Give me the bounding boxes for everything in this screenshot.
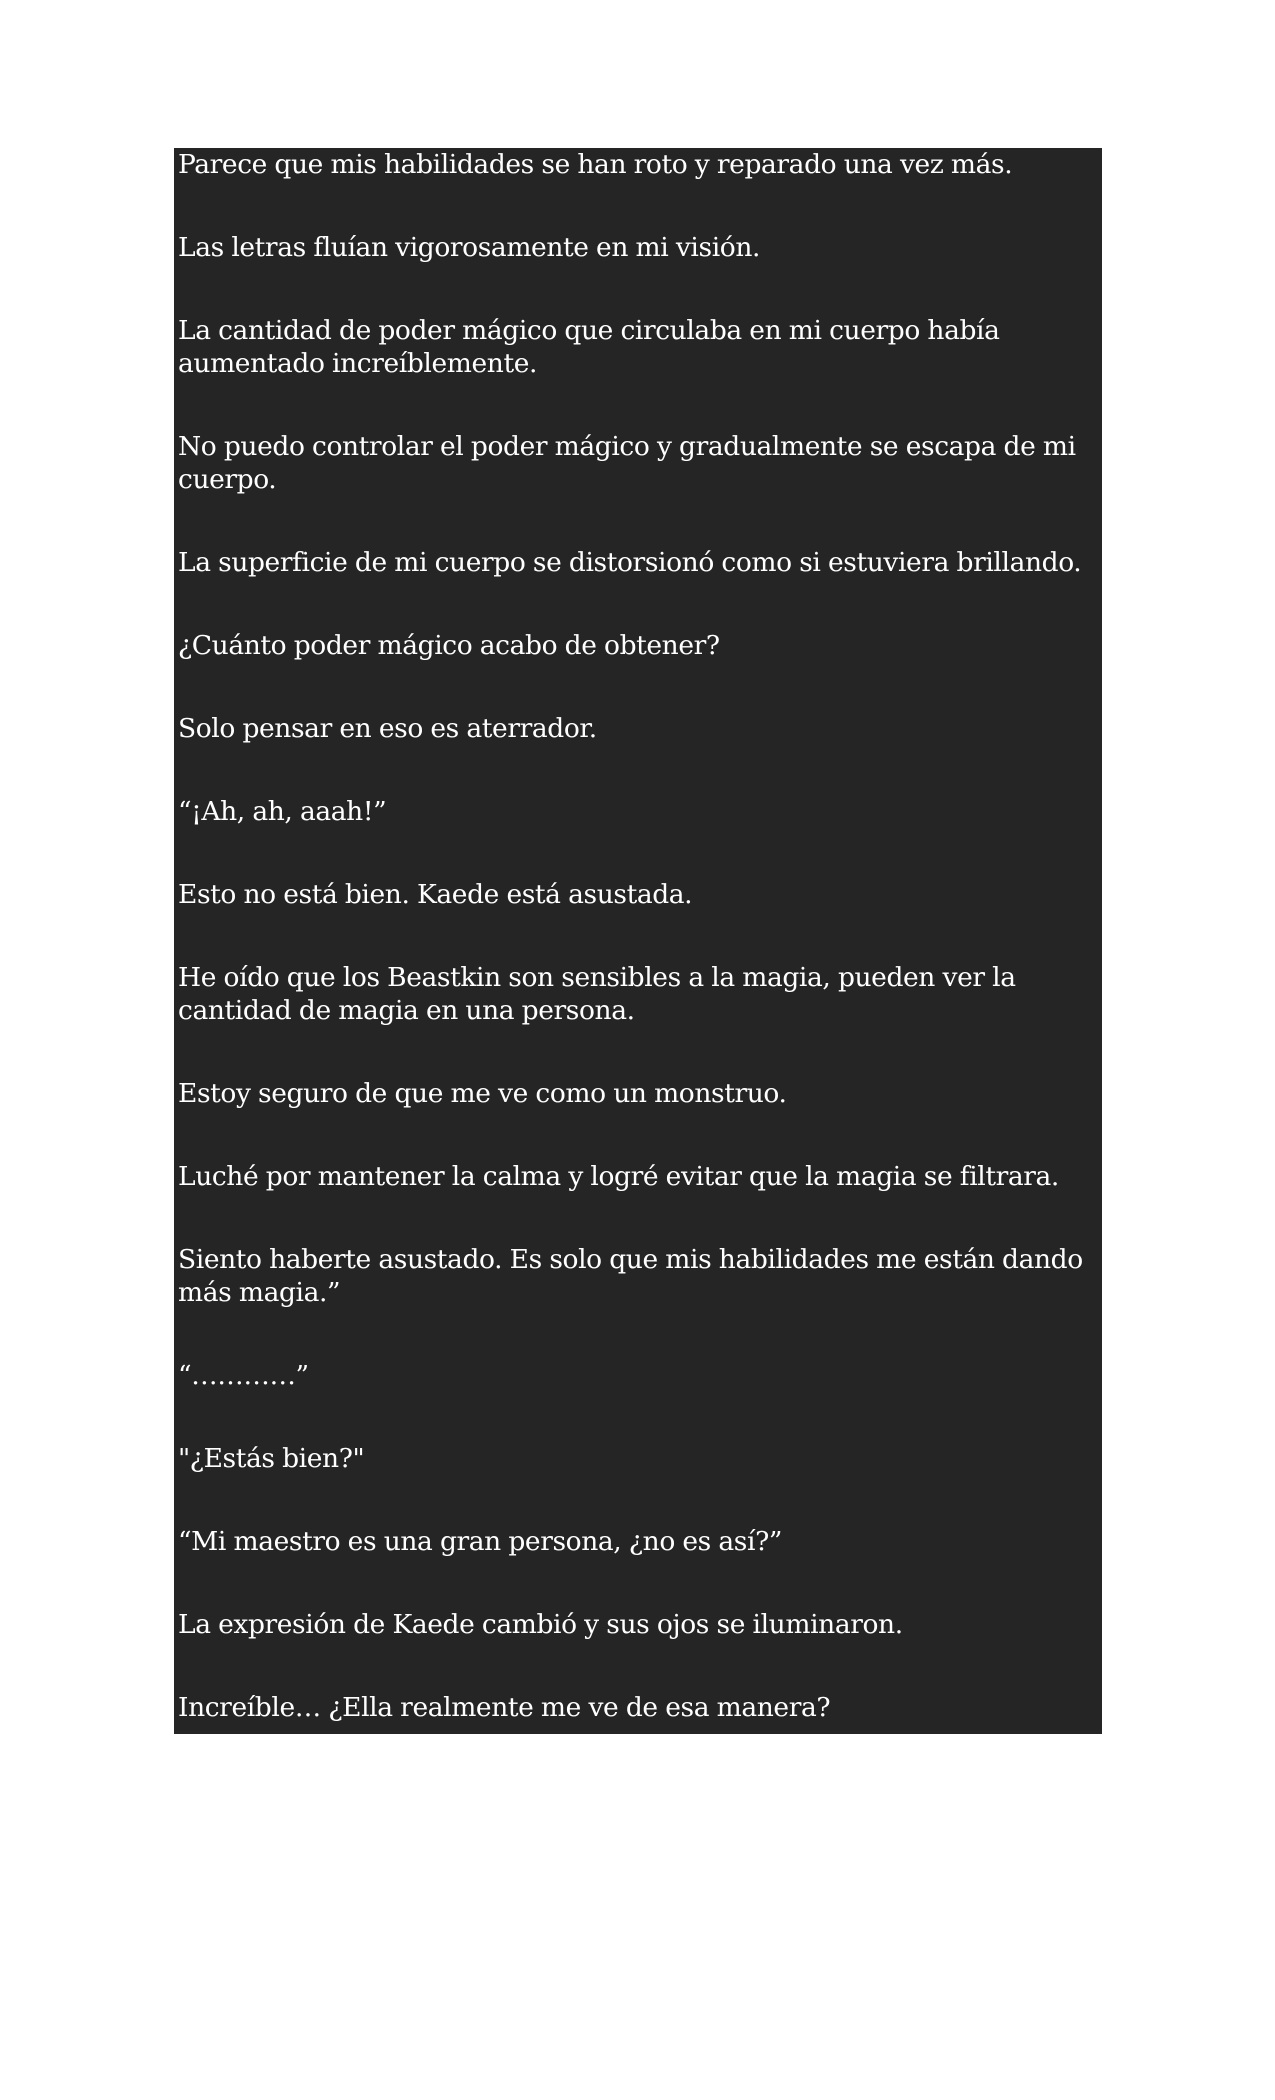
paragraph: Parece que mis habilidades se han roto y reparado una vez más. (178, 149, 1013, 180)
paragraph: Estoy seguro de que me ve como un monstruo. (178, 1078, 787, 1109)
paragraph: Las letras fluían vigorosamente en mi visión. (178, 232, 761, 263)
paragraph: Solo pensar en eso es aterrador. (178, 713, 597, 744)
paragraph: ¿Cuánto poder mágico acabo de obtener? (178, 630, 720, 661)
text-block (174, 148, 1102, 1734)
paragraph: Siento haberte asustado. Es solo que mis habilidades me están dando más magia.” (178, 1244, 1083, 1308)
paragraph: Increíble… ¿Ella realmente me ve de esa manera? (178, 1692, 831, 1723)
paragraph: “Mi maestro es una gran persona, ¿no es así?” (178, 1526, 783, 1557)
paragraph: He oído que los Beastkin son sensibles a la magia, pueden ver la cantidad de magia en una persona. (178, 962, 1016, 1026)
paragraph: “¡Ah, ah, aaah!” (178, 796, 387, 827)
paragraph: “…………” (178, 1360, 309, 1391)
paragraph: No puedo controlar el poder mágico y gradualmente se escapa de mi cuerpo. (178, 431, 1076, 495)
paragraph: La expresión de Kaede cambió y sus ojos se iluminaron. (178, 1609, 903, 1640)
paragraph: Esto no está bien. Kaede está asustada. (178, 879, 693, 910)
paragraph: "¿Estás bien?" (178, 1443, 365, 1474)
paragraph: La cantidad de poder mágico que circulaba en mi cuerpo había aumentado increíblemente. (178, 315, 1000, 379)
paragraph: La superficie de mi cuerpo se distorsionó como si estuviera brillando. (178, 547, 1082, 578)
paragraph: Luché por mantener la calma y logré evitar que la magia se filtrara. (178, 1161, 1059, 1192)
